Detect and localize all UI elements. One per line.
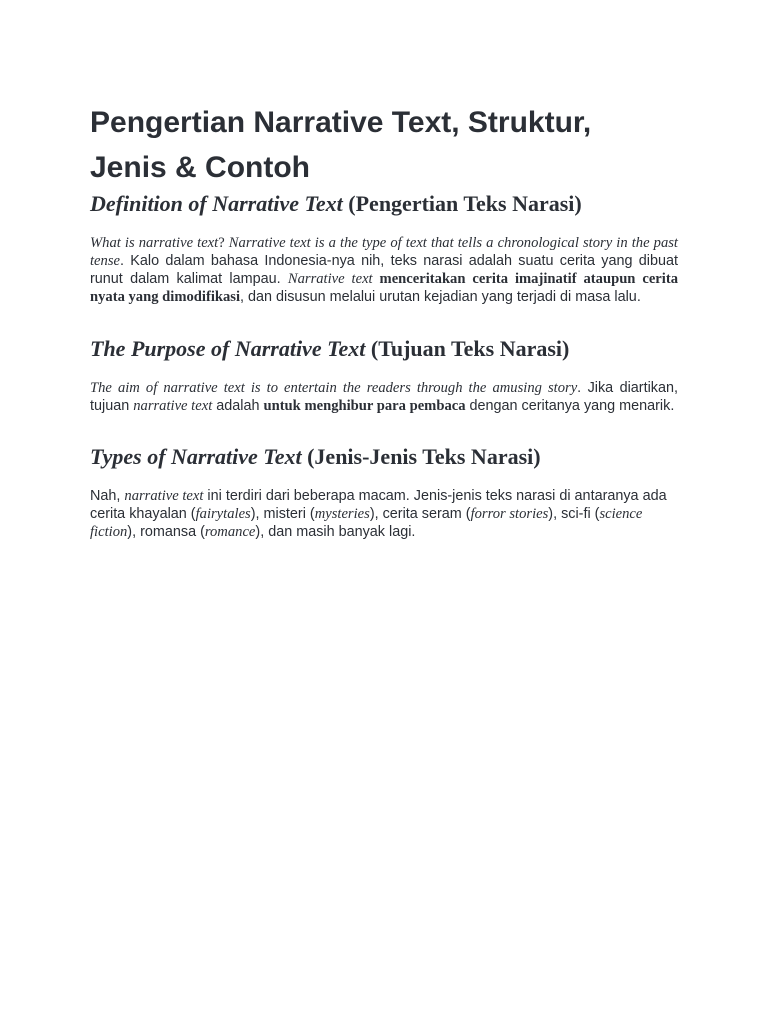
types-narrative-text-term: narrative text — [124, 488, 204, 504]
types-text-e: ), sci-fi ( — [548, 506, 600, 522]
definition-heading-indonesian: (Pengertian Teks Narasi) — [342, 191, 582, 216]
types-text-g: ), dan masih banyak lagi. — [255, 524, 416, 540]
definition-question: What is narrative text — [90, 235, 219, 251]
page-title-line-1: Pengertian Narrative Text, Struktur, — [90, 106, 592, 139]
purpose-ending: dengan ceritanya yang menarik. — [465, 398, 675, 414]
types-text-c: ), misteri ( — [250, 506, 315, 522]
definition-heading — [90, 190, 678, 218]
types-heading — [90, 443, 678, 471]
definition-period: . — [120, 253, 131, 269]
purpose-period: . — [577, 380, 588, 396]
purpose-narrative-text-term: narrative text — [133, 398, 213, 414]
types-term-science-fiction: science fiction — [90, 506, 643, 540]
definition-narrative-text-term: Narrative text — [287, 271, 373, 287]
definition-question-mark: ? — [218, 235, 229, 251]
definition-english-sentence: Narrative text is a the type of text that tells a chronological story in the past tense — [90, 235, 678, 269]
types-paragraph — [90, 487, 678, 541]
purpose-heading — [90, 335, 678, 363]
page-title — [90, 100, 678, 190]
types-heading-english: Types of Narrative Text — [90, 444, 302, 469]
types-term-romance: romance — [204, 524, 256, 540]
definition-ending: , dan disusun melalui urutan kejadian yang terjadi di masa lalu. — [240, 289, 641, 305]
purpose-heading-english: The Purpose of Narrative Text — [90, 336, 366, 361]
definition-bold-phrase: menceritakan cerita imajinatif ataupun cerita nyata yang dimodifikasi — [90, 271, 678, 305]
types-text-a: Nah, — [90, 488, 125, 504]
types-text-b: ini terdiri dari beberapa macam. Jenis-jenis teks narasi di antaranya ada cerita khayalan ( — [90, 488, 667, 522]
purpose-bold-phrase: untuk menghibur para pembaca — [263, 398, 466, 414]
purpose-indonesian-middle: adalah — [212, 398, 264, 414]
definition-heading-english: Definition of Narrative Text — [90, 191, 343, 216]
definition-indonesian-sentence: Kalo dalam bahasa Indonesia-nya nih, teks narasi adalah suatu cerita yang dibuat runut dalam kalimat lampau. — [90, 253, 678, 287]
types-term-mysteries: mysteries — [314, 506, 370, 522]
types-term-fairytales: fairytales — [195, 506, 251, 522]
types-heading-indonesian: (Jenis-Jenis Teks Narasi) — [301, 444, 541, 469]
purpose-paragraph — [90, 379, 678, 415]
purpose-english-sentence: The aim of narrative text is to entertain the readers through the amusing story — [90, 380, 578, 396]
page-title-line-2: Jenis & Contoh — [90, 151, 311, 184]
types-term-horror-stories: forror stories — [470, 506, 549, 522]
types-text-d: ), cerita seram ( — [369, 506, 471, 522]
types-text-f: ), romansa ( — [127, 524, 205, 540]
purpose-indonesian-start: Jika diartikan, tujuan — [90, 380, 678, 414]
definition-paragraph — [90, 234, 678, 306]
purpose-heading-indonesian: (Tujuan Teks Narasi) — [365, 336, 570, 361]
